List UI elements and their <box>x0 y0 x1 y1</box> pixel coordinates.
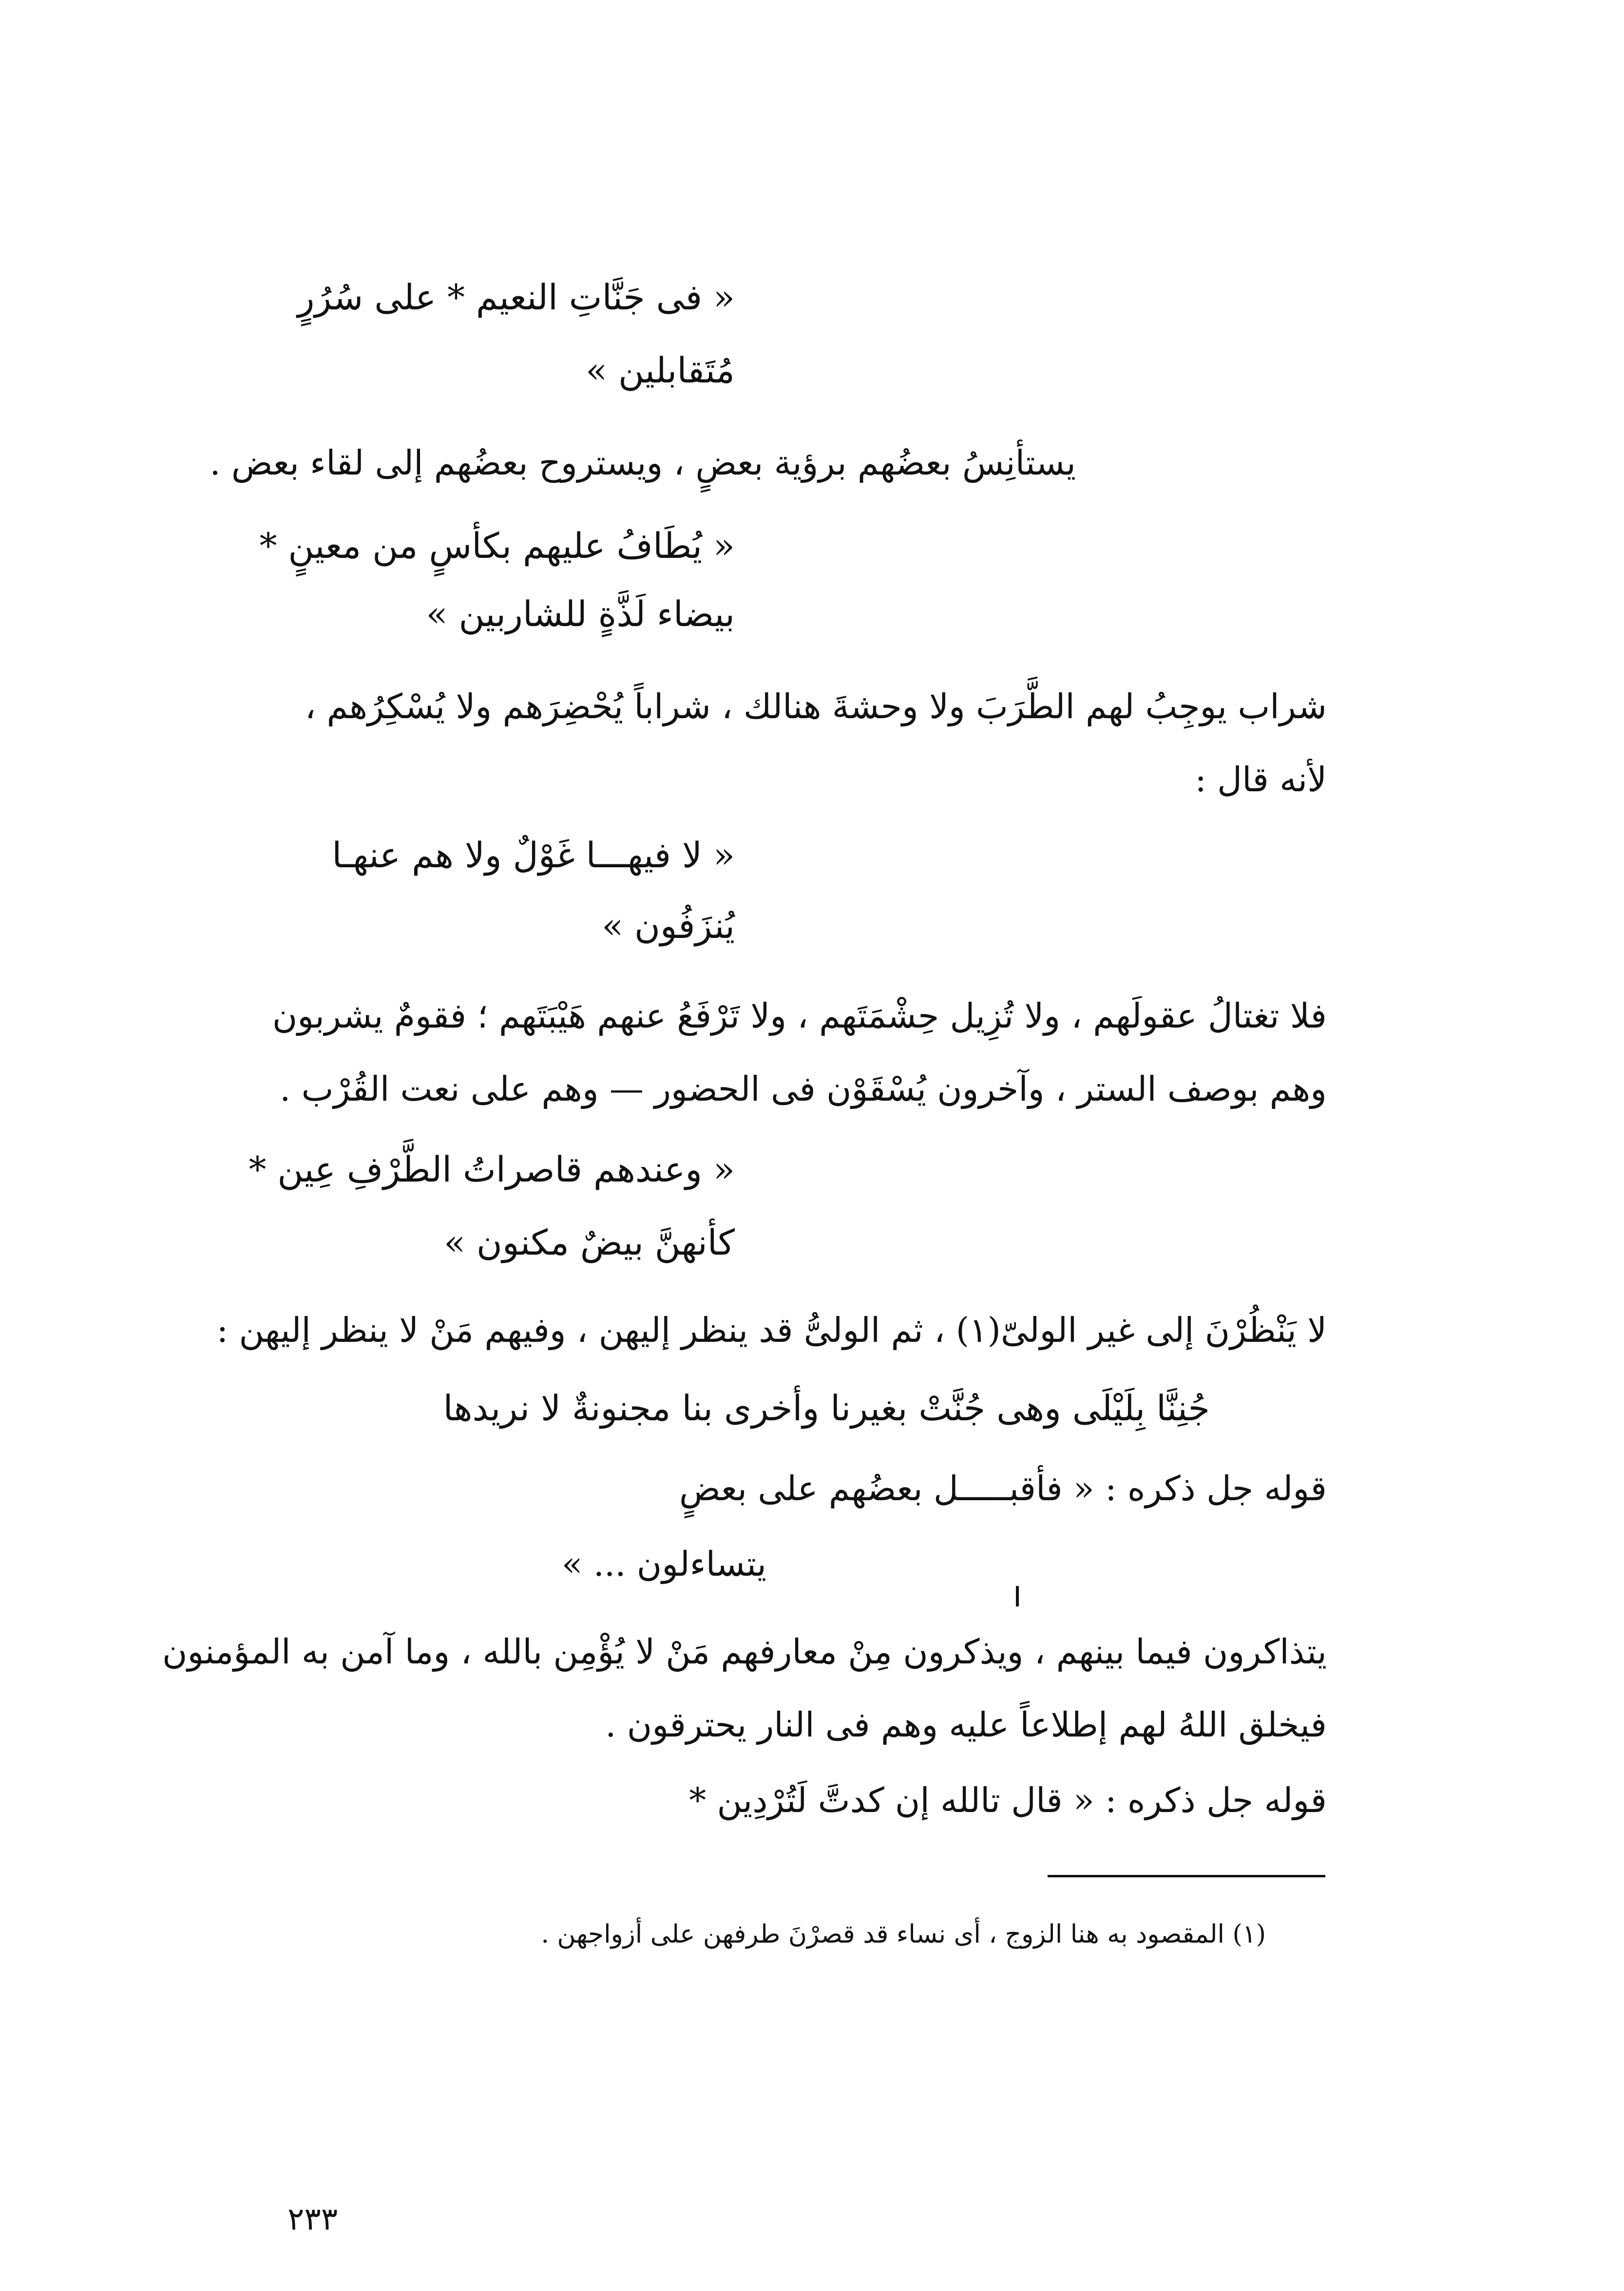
verse-line: « يُطَافُ عليهم بكأسٍ من معينٍ * <box>259 525 735 566</box>
footnote-rule <box>1048 1875 1325 1877</box>
verse-line: كأنهنَّ بيضٌ مكنون » <box>443 1222 735 1263</box>
text-line: شراب يوجِبُ لهم الطَّرَبَ ولا وحشةَ هنالك ، شراباً يُحْضِرَهم ولا يُسْكِرُهم ، <box>305 687 1327 726</box>
text-line: فلا تغتالُ عقولَهم ، ولا تُزِيل حِشْمَتَهم ، ولا تَرْفَعُ عنهم هَيْبَتَهم ؛ فقومٌ يشربون <box>272 996 1327 1036</box>
verse-line: مُتَقابلين » <box>586 350 735 391</box>
page-number: ٢٣٣ <box>287 2201 338 2237</box>
verse-line: « لا فيهـــا غَوْلٌ ولا هم عنهـا <box>332 835 735 876</box>
verse-line: يُنزَفُون » <box>602 905 735 946</box>
footnote: (١) المقصود به هنا الزوج ، أى نساء قد قصرْنَ طرفهن على أزواجهن . <box>541 1920 1266 1949</box>
text-line: قوله جل ذكره : « فأقبـــــل بعضُهم على بعضٍ <box>679 1469 1327 1508</box>
verse-line: « فى جَنَّاتِ النعيم * على سُرُرٍ <box>297 277 735 318</box>
text-line: قوله جل ذكره : « قال تالله إن كدتَّ لَتُرْدِين * <box>689 1780 1327 1820</box>
text-line: يتساءلون ... » <box>561 1544 766 1584</box>
verse-line: « وعندهم قاصراتُ الطَّرْفِ عِين * <box>248 1149 735 1190</box>
text-line: وهم بوصف الستر ، وآخرون يُسْقَوْن فى الحضور — وهم على نعت القُرْب . <box>280 1069 1327 1109</box>
verse-line: بيضاء لَذَّةٍ للشاربين » <box>426 593 735 634</box>
text-line: يستأنِسُ بعضُهم برؤية بعضٍ ، ويستروح بعضُهم إلى لقاء بعض . <box>210 443 1076 483</box>
text-line: لأنه قال : <box>1195 760 1327 800</box>
poetry-line: جُنِنَّا بِلَيْلَى وهى جُنَّتْ بغيرنا وأخرى بنا مجنونةٌ لا نريدها <box>443 1388 1210 1429</box>
text-line: لا يَنْظُرْنَ إلى غير الولىّ(١) ، ثم الولىُّ قد ينظر إليهن ، وفيهم مَنْ لا ينظر إليهن : <box>216 1310 1327 1350</box>
text-line: يتذاكرون فيما بينهم ، ويذكرون مِنْ معارفهم مَنْ لا يُؤْمِن بالله ، وما آمن به المؤمنون <box>162 1632 1327 1672</box>
stray-mark <box>1016 1586 1019 1606</box>
text-line: فيخلق اللهُ لهم إطلاعاً عليه وهم فى النار يحترقون . <box>605 1705 1327 1745</box>
